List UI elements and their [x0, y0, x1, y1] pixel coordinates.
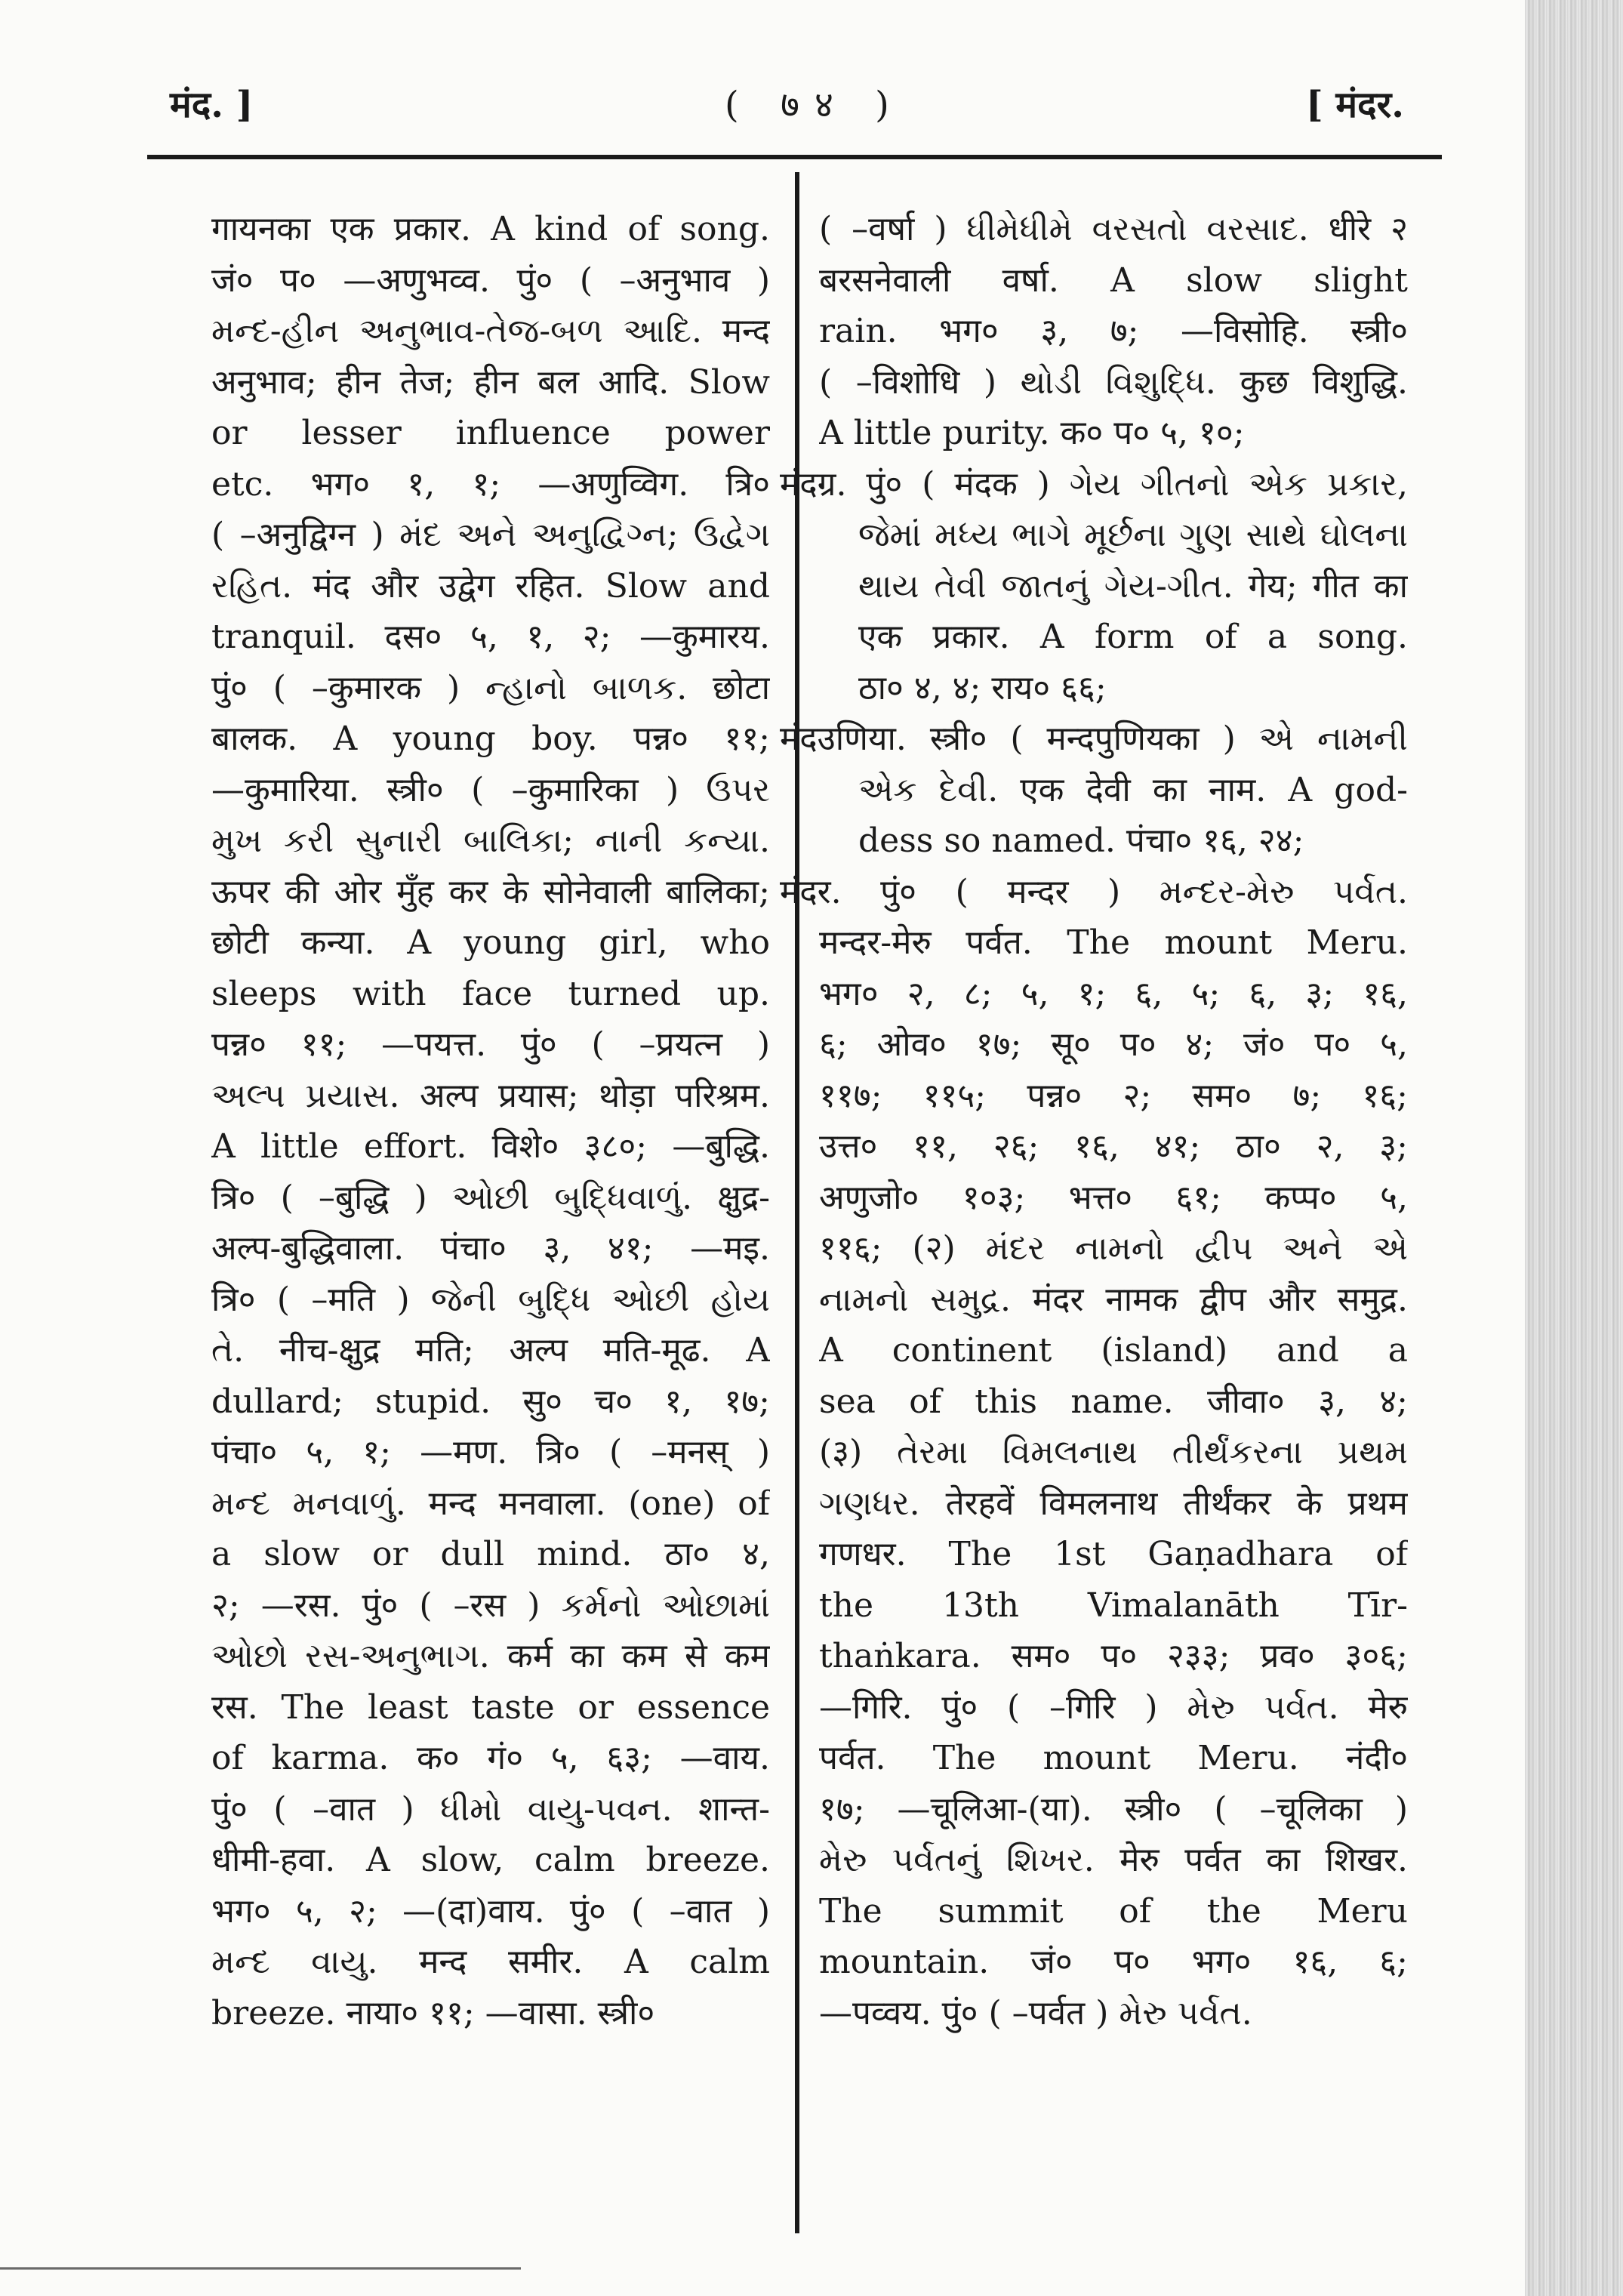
- text-line: mountain. जं० प० भग० १६, ६;: [819, 1943, 1408, 1981]
- text-line: अल्प-बुद्धिवाला. पंचा० ३, ४१; —मइ.: [211, 1229, 770, 1268]
- text-line: થાય તેવી જાતનું ગેય-ગીત. गेय; गीत का: [858, 566, 1408, 606]
- text-line: बरसनेवाली वर्षा. A slow slight: [819, 260, 1408, 300]
- text-line: पंचा० ५, १; —मण. त्रि० ( –मनस् ): [211, 1433, 770, 1472]
- right-column: [780, 204, 1408, 2039]
- text-line: ठा० ४, ४; राय० ६६;: [858, 668, 1107, 707]
- text-line: रस. The least taste or essence: [211, 1687, 770, 1727]
- text-line: —गिरि. पुं० ( –गिरि ) મેરુ પર્વત. मेरु: [819, 1687, 1408, 1727]
- text-line: A continent (island) and a: [819, 1331, 1408, 1370]
- text-line: sleeps with face turned up.: [211, 974, 770, 1013]
- text-line: अणुजो० १०३; भत्त० ६१; कप्प० ५,: [819, 1178, 1408, 1217]
- header-rule: [147, 155, 1442, 159]
- text-line: etc. भग० १, १; —अणुव्विग. त्रि०: [211, 464, 770, 504]
- text-line: of karma. क० गं० ५, ६३; —वाय.: [211, 1739, 770, 1777]
- text-line: મેરુ પર્વતનું શિખર. मेरु पर्वत का शिखर.: [819, 1841, 1408, 1879]
- text-line: મન્દ મનવાળું. मन्द मनवाला. (one) of: [211, 1484, 770, 1523]
- text-line: ११६; (२) મંદર નામનો દ્વીપ અને એ: [819, 1229, 1408, 1268]
- text-line: मन्दर-मेरु पर्वत. The mount Meru.: [819, 923, 1408, 962]
- text-line: a slow or dull mind. ठा० ४,: [211, 1535, 770, 1573]
- text-line: નામનો સમુદ્ર. मंदर नामक द्वीप और समुद्र.: [819, 1280, 1408, 1319]
- text-line: or lesser influence power: [211, 414, 770, 452]
- text-line: dullard; stupid. सु० च० १, १७;: [211, 1382, 770, 1421]
- page-number: ( ७४ ): [725, 84, 904, 126]
- text-line: भग० ५, २; —(दा)वाय. पुं० ( –वात ): [211, 1891, 770, 1931]
- header-left-guide-word: मंद. ]: [170, 84, 254, 126]
- text-line: The summit of the Meru: [819, 1891, 1408, 1931]
- text-line: —पव्वय. पुं० ( –पर्वत ) મેરુ પર્વત.: [819, 1993, 1252, 2032]
- text-line: एक प्रकार. A form of a song.: [858, 618, 1408, 656]
- text-line: मंदग्र. पुं० ( मंदक ) ગેય ગીતનો એક પ્રકાર,: [780, 464, 1408, 504]
- text-line: એક દેવી. एक देवी का नाम. A god-: [858, 770, 1408, 809]
- text-line: भग० २, ८; ५, १; ६, ५; ६, ३; १६,: [819, 974, 1408, 1013]
- text-line: rain. भग० ३, ७; —विसोहि. स्त्री०: [819, 312, 1408, 350]
- text-line: गणधर. The 1st Gaṇadhara of: [819, 1535, 1408, 1573]
- text-line: ११७; ११५; पन्न० २; सम० ७; १६;: [819, 1076, 1408, 1115]
- scan-edge: [1525, 0, 1623, 2296]
- text-line: મન્દ વાયુ. मन्द समीर. A calm: [211, 1943, 770, 1981]
- text-line: ( –अनुद्विग्न ) મંદ અને અનુદ્વિગ્ન; ઉદ્વેગ: [211, 516, 770, 554]
- text-line: ગણધર. तेरहवें विमलनाथ तीर्थंकर के प्रथम: [819, 1484, 1408, 1523]
- text-line: उत्त० ११, २६; १६, ४१; ठा० २, ३;: [819, 1127, 1408, 1166]
- text-line: मंदउणिया. स्त्री० ( मन्दपुणियका ) એ નામની: [780, 720, 1408, 758]
- text-line: ६; ओव० १७; सू० प० ४; जं० प० ५,: [819, 1025, 1408, 1064]
- text-line: મુખ કરી સુનારી બાલિકા; નાની કન્યા.: [211, 821, 770, 860]
- text-line: (३) તેરમા વિમલનાથ તીર્થંકરના પ્રથમ: [819, 1433, 1408, 1472]
- text-line: ( –वर्षा ) ધીમેધીમે વરસતો વરસાદ. धीरे २: [819, 210, 1408, 248]
- text-line: धीमी-हवा. A slow, calm breeze.: [211, 1841, 770, 1879]
- text-line: २; —रस. पुं० ( –रस ) કર્મનો ઓછામાં: [211, 1586, 770, 1625]
- text-line: જેમાં મધ્ય ભાગે મૂર્છના ગુણ સાથે ઘોલના: [858, 516, 1408, 554]
- page-header: [0, 72, 1623, 140]
- text-line: A little effort. विशे० ३८०; —बुद्धि.: [211, 1127, 770, 1166]
- text-line: ( –विशोधि ) થોડી વિશુદ્ધિ. कुछ विशुद्धि.: [819, 362, 1408, 402]
- header-right-guide-word: [ मंदर.: [1306, 84, 1404, 126]
- text-line: A little purity. क० प० ५, १०;: [819, 414, 1245, 452]
- text-line: ઓછો રસ-અનુભાગ. कर्म का कम से कम: [211, 1637, 770, 1675]
- text-line: ऊपर की ओर मुँह कर के सोनेवाली बालिका;: [211, 872, 770, 911]
- text-line: पन्न० ११; —पयत्त. पुं० ( –प्रयत्न ): [211, 1025, 770, 1064]
- text-line: sea of this name. जीवा० ३, ४;: [819, 1382, 1408, 1421]
- text-line: त्रि० ( –बुद्धि ) ઓછી બુદ્ધિવાળું. क्षुद्र-: [211, 1178, 770, 1217]
- text-line: —कुमारिया. स्त्री० ( –कुमारिका ) ઉપર: [211, 770, 770, 809]
- text-line: રહિત. मंद और उद्वेग रहित. Slow and: [211, 566, 770, 606]
- text-line: त्रि० ( –मति ) જેની બુદ્ધિ ઓછી હોય: [211, 1280, 770, 1319]
- text-line: tranquil. दस० ५, १, २; —कुमारय.: [211, 618, 770, 656]
- text-line: मंदर. पुं० ( मन्दर ) મન્દર-મેરુ પર્વત.: [780, 872, 1408, 911]
- text-line: અલ્પ પ્રયાસ. अल्प प्रयास; थोड़ा परिश्रम.: [211, 1076, 770, 1115]
- text-line: १७; —चूलिआ-(या). स्त्री० ( –चूलिका ): [819, 1789, 1408, 1829]
- text-line: મન્દ-હીન અનુભાવ-તેજ-બળ આદિ. मन्द: [211, 312, 770, 350]
- text-line: તે. नीच-क्षुद्र मति; अल्प मति-मूढ. A: [211, 1331, 770, 1370]
- text-line: गायनका एक प्रकार. A kind of song.: [211, 210, 770, 248]
- footer-rule: [0, 2267, 521, 2270]
- text-line: छोटी कन्या. A young girl, who: [211, 923, 770, 962]
- text-line: जं० प० —अणुभव्व. पुं० ( –अनुभाव ): [211, 260, 770, 300]
- text-line: breeze. नाया० ११; —वासा. स्त्री०: [211, 1993, 655, 2032]
- text-line: पुं० ( –वात ) ધીમો વાયુ-પવન. शान्त-: [211, 1789, 770, 1829]
- text-line: thaṅkara. सम० प० २३३; प्रव० ३०६;: [819, 1637, 1408, 1675]
- text-line: अनुभाव; हीन तेज; हीन बल आदि. Slow: [211, 362, 770, 402]
- text-line: पुं० ( –कुमारक ) ન્હાનો બાળક. छोटा: [211, 668, 770, 707]
- text-line: dess so named. पंचा० १६, २४;: [858, 821, 1304, 860]
- text-line: पर्वत. The mount Meru. नंदी०: [819, 1739, 1408, 1777]
- text-line: the 13th Vimalanāth Tīr-: [819, 1586, 1408, 1625]
- text-line: बालक. A young boy. पन्न० ११;: [211, 720, 770, 758]
- left-column: [211, 204, 770, 2039]
